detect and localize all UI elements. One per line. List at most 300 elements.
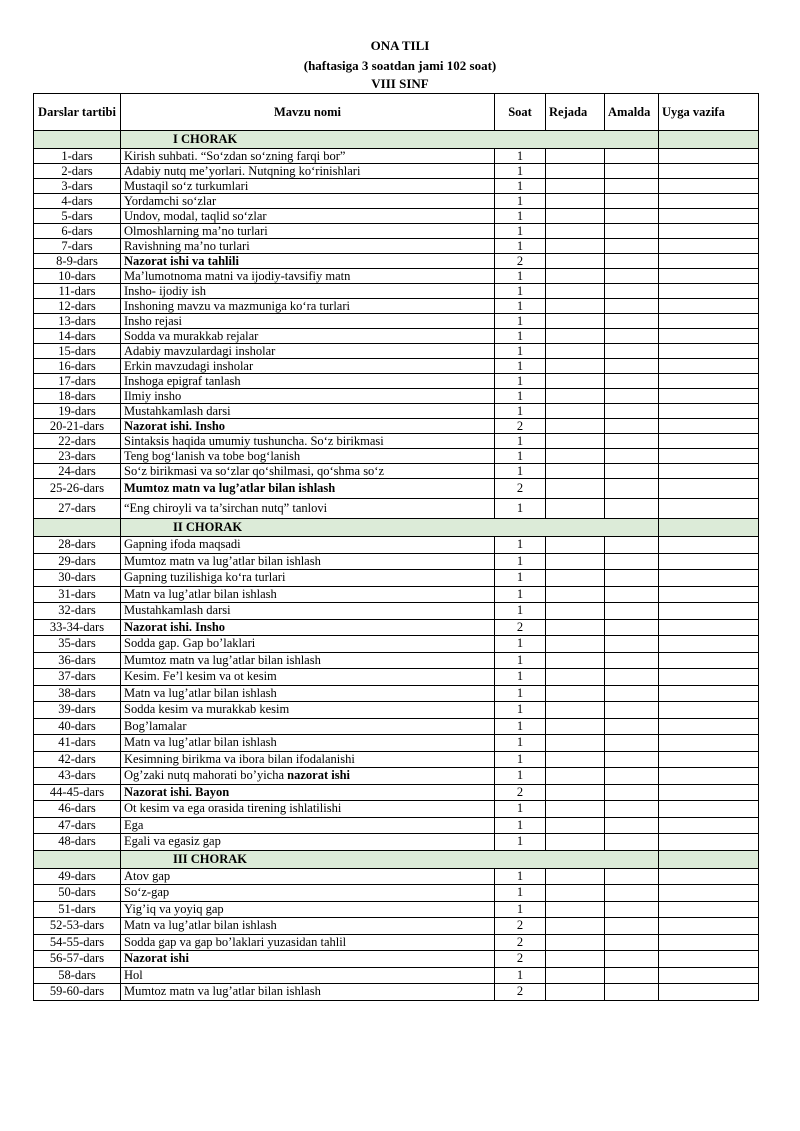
homework-cell [659,194,759,209]
table-row [34,934,759,951]
lesson-topic [121,194,495,209]
planned-cell [546,718,605,735]
planned-cell [546,885,605,902]
table-row [34,194,759,209]
lesson-number: 10-dars [34,269,121,284]
lesson-hours: 1 [495,685,546,702]
lesson-hours: 1 [495,344,546,359]
table-row [34,404,759,419]
lesson-number: 1-dars [34,149,121,164]
table-row [34,834,759,851]
lesson-hours: 1 [495,669,546,686]
lesson-topic-text: Kesim. Fe’l kesim va ot kesim [124,669,277,684]
lesson-topic [121,984,495,1001]
lesson-number: 58-dars [34,967,121,984]
lesson-topic-text: Sodda va murakkab rejalar [124,328,259,343]
lesson-topic [121,239,495,254]
lesson-topic [121,299,495,314]
lesson-topic-text: Adabiy mavzulardagi insholar [124,343,276,358]
homework-cell [659,901,759,918]
lesson-hours: 1 [495,768,546,785]
grade-label: VIII SINF [371,76,429,91]
homework-cell [659,419,759,434]
table-row [34,224,759,239]
homework-cell [659,951,759,968]
actual-cell [605,329,659,344]
table-row [34,801,759,818]
lesson-topic [121,359,495,374]
lesson-hours: 1 [495,404,546,419]
lesson-topic [121,868,495,885]
lesson-number: 23-dars [34,449,121,464]
actual-cell [605,868,659,885]
table-row [34,718,759,735]
lesson-hours: 1 [495,735,546,752]
actual-cell [605,359,659,374]
table-row [34,951,759,968]
lesson-topic-text: Nazorat ishi. Insho [124,418,226,433]
lesson-topic [121,179,495,194]
lesson-topic [121,834,495,851]
table-row [34,434,759,449]
planned-cell [546,967,605,984]
actual-cell [605,619,659,636]
homework-cell [659,570,759,587]
table-row [34,479,759,499]
section-label: II CHORAK [121,519,659,537]
lesson-topic-text: Teng bog‘lanish va tobe bog‘lanish [124,448,301,463]
lesson-number: 15-dars [34,344,121,359]
homework-cell [659,284,759,299]
table-row [34,269,759,284]
lesson-topic-text: Ot kesim va ega orasida tirening ishlatilishi [124,801,342,816]
lesson-topic-text: Mustahkamlash darsi [124,403,231,418]
lesson-topic [121,164,495,179]
lesson-number: 48-dars [34,834,121,851]
lesson-topic-text: Erkin mavzudagi insholar [124,358,254,373]
table-row [34,374,759,389]
lesson-hours: 2 [495,419,546,434]
lesson-number: 8-9-dars [34,254,121,269]
actual-cell [605,404,659,419]
lesson-topic-text: Sodda gap. Gap bo’laklari [124,636,256,651]
table-row [34,702,759,719]
lesson-hours: 1 [495,586,546,603]
section-row [34,850,759,868]
lesson-topic [121,885,495,902]
homework-cell [659,868,759,885]
lesson-topic [121,636,495,653]
homework-cell [659,984,759,1001]
actual-cell [605,801,659,818]
actual-cell [605,254,659,269]
homework-cell [659,499,759,519]
lesson-topic [121,344,495,359]
lesson-topic [121,284,495,299]
planned-cell [546,344,605,359]
table-row [34,449,759,464]
planned-cell [546,768,605,785]
homework-cell [659,967,759,984]
actual-cell [605,885,659,902]
homework-cell [659,702,759,719]
homework-cell [659,479,759,499]
table-row [34,389,759,404]
lesson-topic-text: Kirish suhbati. “So‘zdan so‘zning farqi bor” [124,148,346,163]
lesson-hours: 1 [495,537,546,554]
lesson-hours: 1 [495,603,546,620]
lesson-topic [121,209,495,224]
lesson-hours: 1 [495,570,546,587]
lesson-hours: 2 [495,918,546,935]
table-body [34,131,759,1001]
actual-cell [605,718,659,735]
lesson-topic-text: Kesimning birikma va ibora bilan ifodalanishi [124,751,355,766]
lesson-topic [121,224,495,239]
homework-cell [659,389,759,404]
table-row [34,685,759,702]
actual-cell [605,164,659,179]
lesson-topic-text: Matn va lug’atlar bilan ishlash [124,735,277,750]
homework-cell [659,553,759,570]
lesson-number: 27-dars [34,499,121,519]
homework-cell [659,164,759,179]
lesson-topic-text: Bog’lamalar [124,718,187,733]
lesson-hours: 1 [495,389,546,404]
lesson-topic [121,652,495,669]
actual-cell [605,934,659,951]
table-row [34,254,759,269]
planned-cell [546,901,605,918]
lesson-topic-text: Sodda gap va gap bo’laklari yuzasidan tahlil [124,934,347,949]
header-lesson-order: Darslar tartibi [34,94,121,131]
header-planned: Rejada [546,94,605,131]
lesson-hours: 1 [495,374,546,389]
lesson-number: 43-dars [34,768,121,785]
planned-cell [546,702,605,719]
table-row [34,329,759,344]
lesson-hours: 1 [495,901,546,918]
lesson-topic [121,685,495,702]
table-row [34,817,759,834]
planned-cell [546,586,605,603]
lesson-hours: 1 [495,314,546,329]
lesson-number: 40-dars [34,718,121,735]
homework-cell [659,718,759,735]
lesson-topic [121,951,495,968]
lesson-number: 29-dars [34,553,121,570]
actual-cell [605,570,659,587]
lesson-topic [121,967,495,984]
lesson-topic [121,603,495,620]
homework-cell [659,314,759,329]
lesson-hours: 1 [495,359,546,374]
section-row [34,519,759,537]
actual-cell [605,434,659,449]
planned-cell [546,951,605,968]
table-row [34,967,759,984]
section-cell [659,850,759,868]
table-row [34,299,759,314]
lesson-number: 25-26-dars [34,479,121,499]
lesson-plan-table [33,93,759,1001]
homework-cell [659,652,759,669]
section-cell [34,519,121,537]
actual-cell [605,735,659,752]
homework-cell [659,179,759,194]
section-cell [34,850,121,868]
homework-cell [659,344,759,359]
planned-cell [546,784,605,801]
planned-cell [546,570,605,587]
homework-cell [659,636,759,653]
homework-cell [659,735,759,752]
actual-cell [605,603,659,620]
lesson-hours: 1 [495,553,546,570]
table-row [34,209,759,224]
homework-cell [659,299,759,314]
lesson-number: 16-dars [34,359,121,374]
planned-cell [546,499,605,519]
lesson-number: 4-dars [34,194,121,209]
lesson-topic-text: Sodda kesim va murakkab kesim [124,702,290,717]
lesson-topic-text: Inshoga epigraf tanlash [124,373,241,388]
homework-cell [659,224,759,239]
table-row [34,553,759,570]
actual-cell [605,702,659,719]
lesson-hours: 2 [495,984,546,1001]
lesson-topic-text: Nazorat ishi [124,951,189,966]
lesson-topic-text: Matn va lug’atlar bilan ishlash [124,586,277,601]
actual-cell [605,449,659,464]
actual-cell [605,149,659,164]
lesson-number: 17-dars [34,374,121,389]
homework-cell [659,885,759,902]
planned-cell [546,636,605,653]
lesson-topic [121,537,495,554]
lesson-hours: 1 [495,834,546,851]
actual-cell [605,784,659,801]
lesson-hours: 1 [495,817,546,834]
lesson-number: 19-dars [34,404,121,419]
actual-cell [605,967,659,984]
lesson-number: 39-dars [34,702,121,719]
lesson-number: 51-dars [34,901,121,918]
table-row [34,918,759,935]
section-cell [34,131,121,149]
table-row [34,537,759,554]
table-row [34,619,759,636]
table-row [34,499,759,519]
lesson-topic [121,553,495,570]
planned-cell [546,817,605,834]
homework-cell [659,784,759,801]
actual-cell [605,194,659,209]
lesson-hours: 1 [495,499,546,519]
homework-cell [659,239,759,254]
table-row [34,669,759,686]
homework-cell [659,669,759,686]
lesson-topic-text: Yig’iq va yoyiq gap [124,901,224,916]
lesson-topic-bold-text: nazorat ishi [287,768,351,783]
homework-cell [659,359,759,374]
lesson-topic [121,149,495,164]
table-row [34,359,759,374]
planned-cell [546,224,605,239]
lesson-topic-text: Gapning ifoda maqsadi [124,537,241,552]
homework-cell [659,834,759,851]
table-row [34,314,759,329]
lesson-topic-text: Egali va egasiz gap [124,834,221,849]
lesson-topic [121,901,495,918]
lesson-hours: 1 [495,868,546,885]
lesson-number: 13-dars [34,314,121,329]
homework-cell [659,768,759,785]
planned-cell [546,389,605,404]
lesson-number: 22-dars [34,434,121,449]
lesson-hours: 1 [495,885,546,902]
planned-cell [546,284,605,299]
lesson-number: 35-dars [34,636,121,653]
lesson-hours: 1 [495,801,546,818]
lesson-topic-text: Ilmiy insho [124,388,182,403]
lesson-topic-text: Olmoshlarning ma’no turlari [124,223,268,238]
section-label: III CHORAK [121,850,659,868]
lesson-hours: 2 [495,951,546,968]
homework-cell [659,817,759,834]
lesson-topic [121,449,495,464]
actual-cell [605,299,659,314]
lesson-topic [121,718,495,735]
actual-cell [605,901,659,918]
actual-cell [605,179,659,194]
lesson-number: 32-dars [34,603,121,620]
lesson-number: 7-dars [34,239,121,254]
planned-cell [546,751,605,768]
planned-cell [546,209,605,224]
lesson-topic [121,751,495,768]
lesson-topic-text: Insho rejasi [124,313,182,328]
homework-cell [659,685,759,702]
lesson-hours: 1 [495,652,546,669]
lesson-hours: 1 [495,464,546,479]
table-row [34,901,759,918]
planned-cell [546,359,605,374]
homework-cell [659,434,759,449]
table-row [34,603,759,620]
lesson-number: 36-dars [34,652,121,669]
planned-cell [546,149,605,164]
planned-cell [546,834,605,851]
lesson-topic-text: Mustahkamlash darsi [124,603,231,618]
table-row [34,164,759,179]
planned-cell [546,801,605,818]
lesson-number: 42-dars [34,751,121,768]
actual-cell [605,284,659,299]
lesson-topic-text: Matn va lug’atlar bilan ishlash [124,685,277,700]
lesson-topic [121,570,495,587]
lesson-number: 38-dars [34,685,121,702]
table-row [34,239,759,254]
actual-cell [605,389,659,404]
planned-cell [546,374,605,389]
header-hours: Soat [495,94,546,131]
lesson-number: 28-dars [34,537,121,554]
table-row [34,768,759,785]
actual-cell [605,314,659,329]
planned-cell [546,868,605,885]
actual-cell [605,918,659,935]
actual-cell [605,951,659,968]
table-row [34,652,759,669]
planned-cell [546,434,605,449]
lesson-topic [121,434,495,449]
actual-cell [605,685,659,702]
header-topic-name: Mavzu nomi [121,94,495,131]
homework-cell [659,329,759,344]
lesson-topic [121,669,495,686]
lesson-number: 24-dars [34,464,121,479]
document-subtitle: (haftasiga 3 soatdan jami 102 soat) [303,58,497,73]
homework-cell [659,209,759,224]
table-row [34,464,759,479]
lesson-topic-text: Nazorat ishi. Bayon [124,784,230,799]
lesson-hours: 2 [495,784,546,801]
lesson-topic [121,269,495,284]
lesson-hours: 1 [495,967,546,984]
lesson-hours: 1 [495,269,546,284]
homework-cell [659,254,759,269]
planned-cell [546,419,605,434]
table-row [34,868,759,885]
table-row [34,570,759,587]
lesson-number: 37-dars [34,669,121,686]
lesson-topic [121,329,495,344]
section-cell [659,519,759,537]
section-cell [659,131,759,149]
lesson-topic-text: Mumtoz matn va lug’atlar bilan ishlash [124,481,336,495]
actual-cell [605,768,659,785]
lesson-number: 2-dars [34,164,121,179]
lesson-topic [121,254,495,269]
planned-cell [546,164,605,179]
lesson-topic [121,735,495,752]
homework-cell [659,918,759,935]
lesson-number: 47-dars [34,817,121,834]
lesson-topic-text: Mustaqil so‘z turkumlari [124,178,249,193]
lesson-topic-text: Ravishning ma’no turlari [124,238,250,253]
lesson-topic [121,404,495,419]
lesson-hours: 1 [495,702,546,719]
planned-cell [546,603,605,620]
lesson-hours: 1 [495,636,546,653]
lesson-topic-text: Mumtoz matn va lug’atlar bilan ishlash [124,652,321,667]
planned-cell [546,537,605,554]
lesson-topic-text: Ma’lumotnoma matni va ijodiy-tavsifiy matn [124,268,351,283]
homework-cell [659,619,759,636]
actual-cell [605,269,659,284]
planned-cell [546,179,605,194]
section-label: I CHORAK [121,131,659,149]
section-row [34,131,759,149]
planned-cell [546,404,605,419]
actual-cell [605,224,659,239]
table-row [34,984,759,1001]
actual-cell [605,984,659,1001]
lesson-hours: 1 [495,239,546,254]
planned-cell [546,269,605,284]
lesson-number: 33-34-dars [34,619,121,636]
